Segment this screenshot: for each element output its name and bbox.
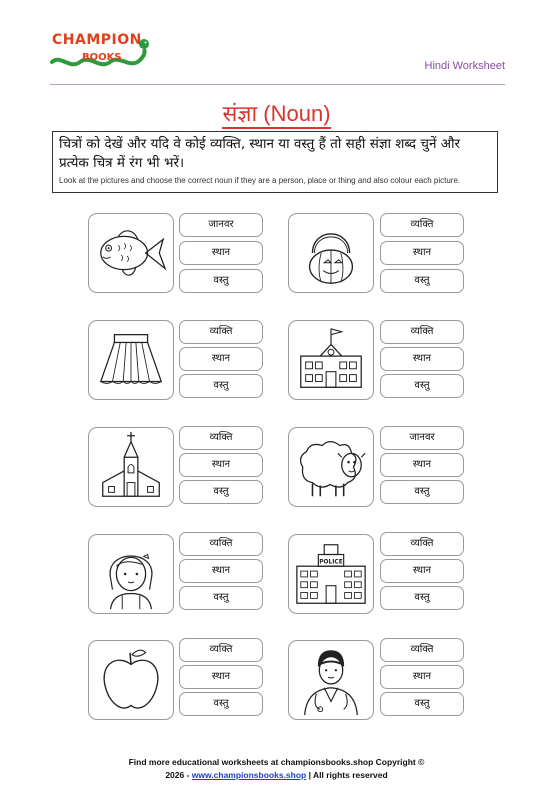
option-vastu[interactable]: वस्तु (179, 374, 263, 398)
option-sthan[interactable]: स्थान (179, 241, 263, 265)
option-vyakti[interactable]: व्यक्ति (380, 638, 464, 662)
option-vyakti[interactable]: व्यक्ति (179, 426, 263, 450)
instructions-english: Look at the pictures and choose the correct noun if they are a person, place or thing and also colour each picture. (59, 176, 461, 185)
logo-wordmark: CHAMPION (52, 32, 142, 48)
option-vyakti[interactable]: व्यक्ति (380, 213, 464, 237)
footer-line1: Find more educational worksheets at championsbooks.shop Copyright © (128, 757, 425, 767)
church-icon (88, 427, 174, 507)
option-vastu[interactable]: वस्तु (380, 269, 464, 293)
footer-website-link[interactable]: www.championsbooks.shop (191, 770, 307, 780)
sheep-icon (288, 427, 374, 507)
skirt-icon (88, 320, 174, 400)
option-sthan[interactable]: स्थान (380, 347, 464, 371)
option-vastu[interactable]: वस्तु (380, 692, 464, 716)
doctor-icon (288, 640, 374, 720)
option-vastu[interactable]: वस्तु (380, 374, 464, 398)
option-sthan[interactable]: स्थान (179, 347, 263, 371)
apple-icon (88, 640, 174, 720)
svg-text:POLICE: POLICE (319, 559, 343, 566)
option-janvar[interactable]: जानवर (179, 213, 263, 237)
option-vastu[interactable]: वस्तु (179, 269, 263, 293)
option-janvar[interactable]: जानवर (380, 426, 464, 450)
champion-books-logo (50, 30, 160, 72)
option-vastu[interactable]: वस्तु (179, 480, 263, 504)
option-sthan[interactable]: स्थान (179, 665, 263, 689)
option-vastu[interactable]: वस्तु (380, 586, 464, 610)
option-vyakti[interactable]: व्यक्ति (179, 320, 263, 344)
option-vyakti[interactable]: व्यक्ति (179, 638, 263, 662)
option-sthan[interactable]: स्थान (380, 665, 464, 689)
instructions-box (52, 131, 498, 193)
header-divider (50, 84, 505, 85)
option-vastu[interactable]: वस्तु (179, 586, 263, 610)
page-footer (0, 756, 553, 782)
option-vyakti[interactable]: व्यक्ति (380, 320, 464, 344)
page-header (0, 0, 553, 90)
logo-subword: BOOKS (82, 52, 122, 63)
option-sthan[interactable]: स्थान (380, 559, 464, 583)
page-title: संज्ञा (Noun) (0, 98, 553, 128)
option-vastu[interactable]: वस्तु (380, 480, 464, 504)
girl-icon (88, 534, 174, 614)
option-sthan[interactable]: स्थान (380, 241, 464, 265)
footer-line2: 2026 - www.championsbooks.shop | All rights reserved (165, 770, 388, 780)
pumpkin-basket-icon (288, 213, 374, 293)
option-sthan[interactable]: स्थान (179, 453, 263, 477)
option-sthan[interactable]: स्थान (380, 453, 464, 477)
option-vastu[interactable]: वस्तु (179, 692, 263, 716)
option-vyakti[interactable]: व्यक्ति (179, 532, 263, 556)
police-station-icon (288, 534, 374, 614)
option-sthan[interactable]: स्थान (179, 559, 263, 583)
school-icon (288, 320, 374, 400)
instructions-hindi: चित्रों को देखें और यदि वे कोई व्यक्ति, स्थान या वस्तु हैं तो सही संज्ञा शब्द चुनें और प्रत्येक चित्र में रंग भी भरें। (59, 136, 461, 171)
option-vyakti[interactable]: व्यक्ति (380, 532, 464, 556)
fish-icon (88, 213, 174, 293)
worksheet-label: Hindi Worksheet (424, 60, 505, 72)
